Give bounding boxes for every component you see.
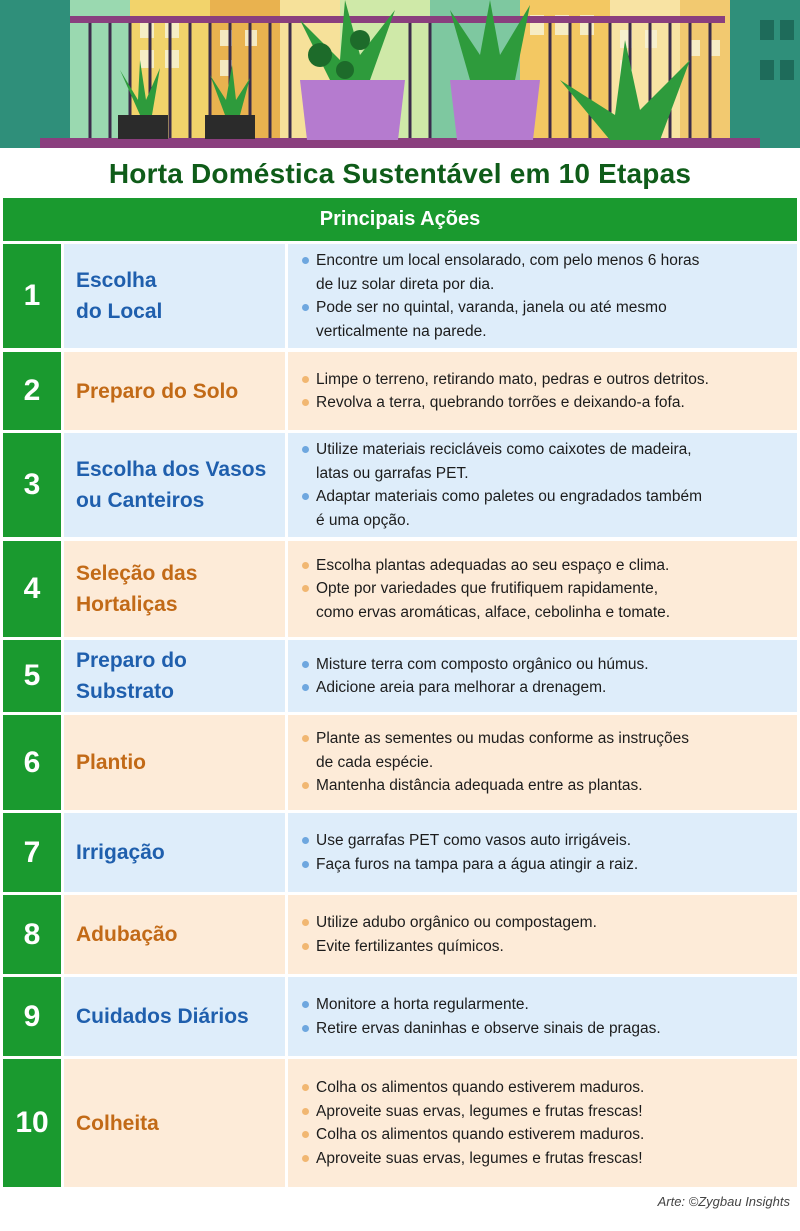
page-title: Horta Doméstica Sustentável em 10 Etapas xyxy=(108,158,692,189)
action-text-line: Faça furos na tampa para a água atingir a raiz. xyxy=(316,855,639,873)
step-row xyxy=(3,244,797,348)
action-text-line: Escolha plantas adequadas ao seu espaço e clima. xyxy=(316,556,670,574)
action-text-line: Adaptar materiais como paletes ou engradados também xyxy=(316,488,702,505)
step-name-line: Seleção das xyxy=(76,562,198,585)
step-row xyxy=(3,352,797,430)
action-text-line: Aproveite suas ervas, legumes e frutas frescas! xyxy=(316,1149,643,1167)
action-bullet xyxy=(300,368,791,392)
action-bullet xyxy=(300,296,791,343)
action-bullet xyxy=(300,911,791,935)
action-text-line: Mantenha distância adequada entre as plantas. xyxy=(316,777,643,795)
step-number: 5 xyxy=(3,640,61,712)
step-row xyxy=(3,433,797,537)
action-text-line: Evite fertilizantes químicos. xyxy=(316,937,504,955)
step-name-line: Escolha dos Vasos xyxy=(76,458,267,481)
step-actions xyxy=(288,352,797,430)
action-text-line: Plante as sementes ou mudas conforme as instruções xyxy=(316,730,690,748)
action-bullet xyxy=(300,853,791,877)
action-text-line: latas ou garrafas PET. xyxy=(316,464,469,482)
step-name xyxy=(64,895,285,974)
step-name xyxy=(64,352,285,430)
step-name-line: Cuidados Diários xyxy=(76,1005,249,1028)
action-bullet xyxy=(300,438,791,485)
step-name-line: Irrigação xyxy=(76,841,165,864)
action-bullet xyxy=(300,1100,791,1124)
step-actions xyxy=(288,433,797,537)
step-name xyxy=(64,541,285,637)
step-actions xyxy=(288,977,797,1056)
step-number: 1 xyxy=(3,244,61,348)
action-text-line: Revolva a terra, quebrando torrões e deixando-a fofa. xyxy=(316,394,685,411)
action-bullet xyxy=(300,676,791,700)
step-number: 6 xyxy=(3,715,61,810)
action-bullet xyxy=(300,1017,791,1041)
balcony-garden-illustration xyxy=(0,0,800,148)
step-number: 8 xyxy=(3,895,61,974)
action-text-line: verticalmente na parede. xyxy=(316,322,487,340)
step-name-line: Escolha xyxy=(76,269,157,292)
step-actions xyxy=(288,813,797,892)
step-name xyxy=(64,813,285,892)
step-number: 2 xyxy=(3,352,61,430)
step-row xyxy=(3,1059,797,1187)
step-number: 9 xyxy=(3,977,61,1056)
action-bullet xyxy=(300,1123,791,1147)
action-text-line: Aproveite suas ervas, legumes e frutas frescas! xyxy=(316,1102,643,1120)
step-row xyxy=(3,715,797,810)
action-text-line: Opte por variedades que frutifiquem rapidamente, xyxy=(316,580,659,598)
step-name-line: do Local xyxy=(76,300,163,323)
step-name-line: Substrato xyxy=(76,680,175,703)
action-bullet xyxy=(300,577,791,624)
step-row xyxy=(3,640,797,712)
action-text-line: de luz solar direta por dia. xyxy=(316,275,495,293)
action-text-line: Encontre um local ensolarado, com pelo menos 6 horas xyxy=(316,252,700,269)
action-text-line: Colha os alimentos quando estiverem maduros. xyxy=(316,1079,645,1096)
step-actions xyxy=(288,1059,797,1187)
action-text-line: Pode ser no quintal, varanda, janela ou até mesmo xyxy=(316,299,667,316)
step-row xyxy=(3,895,797,974)
action-bullet xyxy=(300,993,791,1017)
step-name xyxy=(64,1059,285,1187)
action-bullet xyxy=(300,554,791,578)
step-name-line: Hortaliças xyxy=(76,593,178,616)
action-text-line: como ervas aromáticas, alface, cebolinha e tomate. xyxy=(316,603,671,621)
step-actions xyxy=(288,715,797,810)
action-bullet xyxy=(300,727,791,774)
action-bullet xyxy=(300,1076,791,1100)
step-row xyxy=(3,813,797,892)
action-bullet xyxy=(300,829,791,853)
action-text-line: Utilize adubo orgânico ou compostagem. xyxy=(316,914,597,931)
table-header: Principais Ações xyxy=(3,198,797,241)
step-actions xyxy=(288,541,797,637)
credit-line: Arte: ©Zygbau Insights xyxy=(657,1194,790,1209)
action-text-line: Utilize materiais recicláveis como caixotes de madeira, xyxy=(316,441,692,458)
step-actions xyxy=(288,640,797,712)
action-text-line: de cada espécie. xyxy=(316,753,434,771)
step-row xyxy=(3,541,797,637)
step-name-line: Colheita xyxy=(76,1111,159,1135)
action-text-line: Misture terra com composto orgânico ou húmus. xyxy=(316,655,649,673)
step-name-line: Adubação xyxy=(76,923,178,946)
step-name xyxy=(64,715,285,810)
action-bullet xyxy=(300,774,791,798)
action-text-line: Colha os alimentos quando estiverem maduros. xyxy=(316,1126,645,1143)
action-bullet xyxy=(300,391,791,415)
action-bullet xyxy=(300,249,791,296)
action-bullet xyxy=(300,1147,791,1171)
step-number: 3 xyxy=(3,433,61,537)
step-name-line: ou Canteiros xyxy=(76,489,205,512)
step-name-line: Preparo do xyxy=(76,649,187,672)
step-name xyxy=(64,433,285,537)
step-name-line: Preparo do Solo xyxy=(76,379,239,403)
action-text-line: Use garrafas PET como vasos auto irrigáveis. xyxy=(316,832,632,849)
step-row xyxy=(3,977,797,1056)
step-actions xyxy=(288,244,797,348)
step-name-line: Plantio xyxy=(76,751,147,774)
step-number: 10 xyxy=(3,1059,61,1187)
action-text-line: Monitore a horta regularmente. xyxy=(316,996,529,1013)
step-name xyxy=(64,640,285,712)
step-name xyxy=(64,244,285,348)
action-bullet xyxy=(300,653,791,677)
action-text-line: Limpe o terreno, retirando mato, pedras e outros detritos. xyxy=(316,370,709,388)
step-number: 7 xyxy=(3,813,61,892)
step-number: 4 xyxy=(3,541,61,637)
step-actions xyxy=(288,895,797,974)
action-text-line: é uma opção. xyxy=(316,511,410,529)
action-text-line: Adicione areia para melhorar a drenagem. xyxy=(316,679,607,696)
action-bullet xyxy=(300,485,791,532)
step-name xyxy=(64,977,285,1056)
action-bullet xyxy=(300,935,791,959)
action-text-line: Retire ervas daninhas e observe sinais de pragas. xyxy=(316,1019,661,1037)
